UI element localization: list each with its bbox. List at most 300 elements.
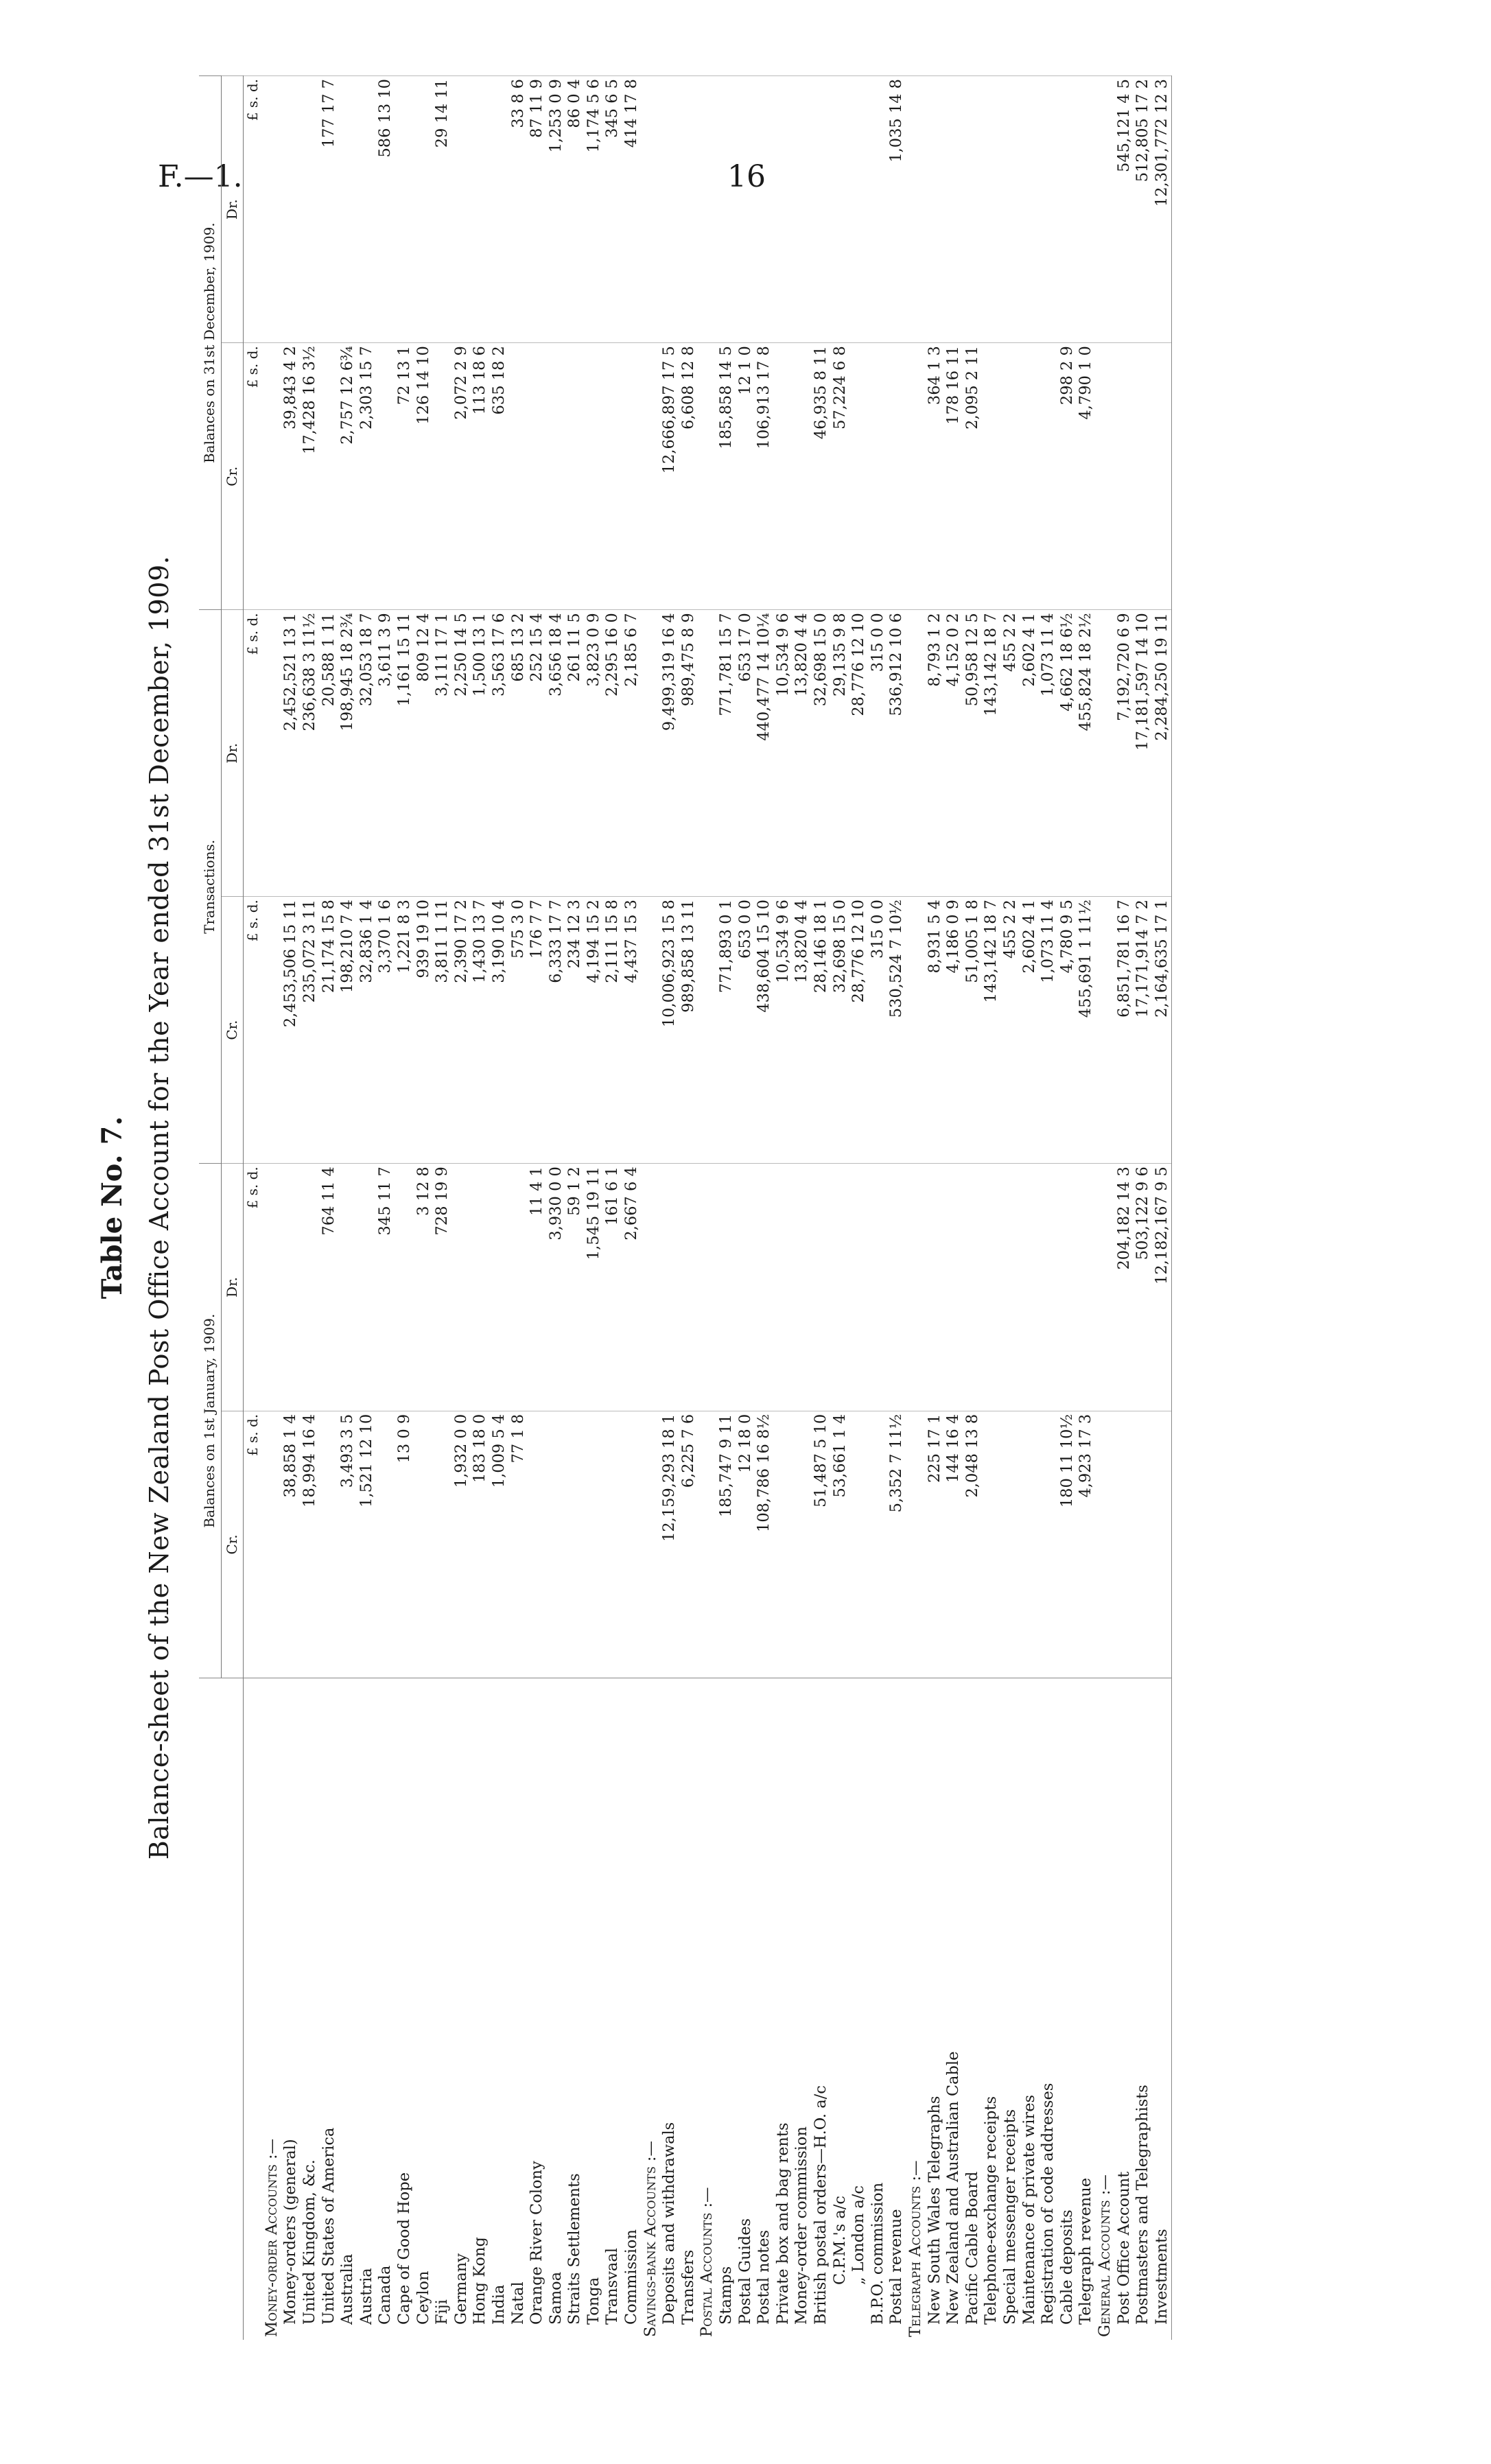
open-cr-cell: 6,225 7 6 [679, 1411, 698, 1678]
row-label: Austria [357, 1678, 377, 2340]
close-cr-cell: 72 13 1 [395, 343, 414, 610]
open-cr-cell: 1,521 12 10 [357, 1411, 377, 1678]
trans-cr-cell: 28,776 12 10 [849, 897, 869, 1164]
trans-dr-cell: 20,588 1 11 [320, 610, 339, 897]
open-cr-cell [1096, 1411, 1115, 1678]
open-dr-cell [963, 1164, 983, 1411]
close-dr-cell [793, 76, 812, 343]
open-dr-cell [642, 1164, 661, 1411]
table-row [717, 76, 736, 2340]
section-heading-row [1096, 76, 1115, 2340]
page-reference: F.—1. [158, 159, 243, 194]
open-cr-cell: 51,487 5 10 [812, 1411, 831, 1678]
section-heading-row [698, 76, 717, 2340]
open-cr-cell: 1,932 0 0 [452, 1411, 471, 1678]
trans-dr-cell: 989,475 8 9 [679, 610, 698, 897]
table-row [528, 76, 547, 2340]
trans-cr-cell: 13,820 4 4 [793, 897, 812, 1164]
open-cr-cell [547, 1411, 566, 1678]
row-label: Australia [338, 1678, 357, 2340]
row-label: Money-orders (general) [281, 1678, 301, 2340]
trans-dr-cell: 17,181,597 14 10 [1134, 610, 1153, 897]
trans-cr-cell: 8,931 5 4 [926, 897, 945, 1164]
open-cr-cell [1134, 1411, 1153, 1678]
close-cr-cell: 46,935 8 11 [812, 343, 831, 610]
row-label: Commission [622, 1678, 642, 2340]
open-cr-cell [565, 1411, 585, 1678]
table-row [301, 76, 320, 2340]
close-dr-cell: 12,301,772 12 3 [1153, 76, 1172, 343]
trans-dr-cell: 2,250 14 5 [452, 610, 471, 897]
trans-cr-cell: 198,210 7 4 [338, 897, 357, 1164]
trans-cr-cell: 6,333 17 7 [547, 897, 566, 1164]
trans-cr-cell: 32,698 15 0 [831, 897, 850, 1164]
trans-dr-cell: 198,945 18 2¾ [338, 610, 357, 897]
open-cr-cell [698, 1411, 717, 1678]
close-cr-cell [509, 343, 528, 610]
table-row [1134, 76, 1153, 2340]
section-heading-row [263, 76, 282, 2340]
table-row [869, 76, 888, 2340]
trans-cr-cell [642, 897, 661, 1164]
row-label: Orange River Colony [528, 1678, 547, 2340]
trans-dr-cell: 2,602 4 1 [1020, 610, 1040, 897]
table-subtitle: Balance-sheet of the New Zealand Post Office Account for the Year ended 31st December, 1909. [144, 555, 174, 1860]
open-cr-cell: 144 16 4 [944, 1411, 963, 1678]
trans-dr-cell: 1,073 11 4 [1039, 610, 1058, 897]
balance-sheet-table [199, 75, 1172, 2340]
trans-dr-cell [263, 610, 282, 897]
close-dr-cell [1077, 76, 1096, 343]
section-heading-row [642, 76, 661, 2340]
row-label: Telephone-exchange receipts [982, 1678, 1001, 2340]
trans-dr-cell: 653 17 0 [736, 610, 755, 897]
open-cr-cell [793, 1411, 812, 1678]
trans-dr-cell: 2,284,250 19 11 [1153, 610, 1172, 897]
close-dr-cell: 414 17 8 [622, 76, 642, 343]
close-cr-cell [603, 343, 622, 610]
units-label: £ s. d. [244, 610, 263, 897]
close-dr-cell [1039, 76, 1058, 343]
close-dr-cell [831, 76, 850, 343]
trans-dr-cell: 1,161 15 11 [395, 610, 414, 897]
row-label: Cable deposits [1058, 1678, 1077, 2340]
trans-cr-cell: 575 3 0 [509, 897, 528, 1164]
open-cr-cell: 180 11 10½ [1058, 1411, 1077, 1678]
trans-dr-cell: 4,152 0 2 [944, 610, 963, 897]
close-dr-cell [944, 76, 963, 343]
trans-cr-cell: 234 12 3 [565, 897, 585, 1164]
table-row [1039, 76, 1058, 2340]
table-row [433, 76, 452, 2340]
open-dr-cell [1058, 1164, 1077, 1411]
open-cr-cell [774, 1411, 793, 1678]
open-dr-cell [281, 1164, 301, 1411]
open-cr-cell [603, 1411, 622, 1678]
open-dr-cell [471, 1164, 490, 1411]
open-cr-cell [320, 1411, 339, 1678]
close-dr-cell [963, 76, 983, 343]
trans-cr-cell: 3,811 1 11 [433, 897, 452, 1164]
closing-balances-header: Balances on 31st December, 1909. [199, 76, 221, 610]
open-dr-cell [1001, 1164, 1020, 1411]
table-row [452, 76, 471, 2340]
close-dr-cell [717, 76, 736, 343]
close-cr-cell: 185,858 14 5 [717, 343, 736, 610]
open-dr-header: Dr. [221, 1164, 244, 1411]
row-label: Samoa [547, 1678, 566, 2340]
close-cr-cell: 2,095 2 11 [963, 343, 983, 610]
close-dr-cell [660, 76, 679, 343]
open-dr-cell [660, 1164, 679, 1411]
close-dr-cell [698, 76, 717, 343]
row-label: New Zealand and Australian Cable [944, 1678, 963, 2340]
trans-cr-cell: 21,174 15 8 [320, 897, 339, 1164]
open-cr-cell: 3,493 3 5 [338, 1411, 357, 1678]
table-row [395, 76, 414, 2340]
open-cr-cell [263, 1411, 282, 1678]
close-dr-cell: 177 17 7 [320, 76, 339, 343]
close-cr-cell [263, 343, 282, 610]
close-cr-cell [585, 343, 604, 610]
close-dr-cell: 586 13 10 [376, 76, 395, 343]
table-row [1058, 76, 1077, 2340]
trans-cr-cell: 176 7 7 [528, 897, 547, 1164]
row-label: Private box and bag rents [774, 1678, 793, 2340]
open-dr-cell [869, 1164, 888, 1411]
trans-dr-cell: 32,698 15 0 [812, 610, 831, 897]
open-dr-cell: 59 1 2 [565, 1164, 585, 1411]
trans-dr-cell: 3,823 0 9 [585, 610, 604, 897]
row-label: Germany [452, 1678, 471, 2340]
trans-dr-cell: 28,776 12 10 [849, 610, 869, 897]
table-row [622, 76, 642, 2340]
row-label: Postal Accounts :— [698, 1678, 717, 2340]
rotated-table-block [96, 75, 1386, 2340]
close-cr-cell [1134, 343, 1153, 610]
trans-dr-cell: 2,452,521 13 1 [281, 610, 301, 897]
close-dr-cell [301, 76, 320, 343]
open-dr-cell: 3 12 8 [414, 1164, 434, 1411]
trans-dr-cell: 13,820 4 4 [793, 610, 812, 897]
table-row [679, 76, 698, 2340]
open-cr-cell: 185,747 9 11 [717, 1411, 736, 1678]
trans-dr-cell: 32,053 18 7 [357, 610, 377, 897]
open-dr-cell: 503,122 9 6 [1134, 1164, 1153, 1411]
trans-dr-cell: 7,192,720 6 9 [1115, 610, 1134, 897]
row-label: Registration of code addresses [1039, 1678, 1058, 2340]
close-cr-cell [622, 343, 642, 610]
open-cr-cell [433, 1411, 452, 1678]
trans-dr-header: Dr. [221, 610, 244, 897]
close-cr-cell: 364 1 3 [926, 343, 945, 610]
trans-dr-cell: 50,958 12 5 [963, 610, 983, 897]
row-label: „ London a/c [849, 1678, 869, 2340]
open-cr-cell: 1,009 5 4 [490, 1411, 509, 1678]
close-cr-cell [1096, 343, 1115, 610]
close-cr-cell [376, 343, 395, 610]
close-cr-cell [982, 343, 1001, 610]
row-label: Investments [1153, 1678, 1172, 2340]
open-dr-cell [338, 1164, 357, 1411]
trans-cr-cell: 2,390 17 2 [452, 897, 471, 1164]
close-cr-cell [887, 343, 906, 610]
close-dr-cell [263, 76, 282, 343]
open-cr-cell [1039, 1411, 1058, 1678]
open-cr-cell [869, 1411, 888, 1678]
table-row [1020, 76, 1040, 2340]
open-cr-cell [1020, 1411, 1040, 1678]
open-dr-cell [793, 1164, 812, 1411]
open-cr-cell [622, 1411, 642, 1678]
row-label: B.P.O. commission [869, 1678, 888, 2340]
section-heading-row [906, 76, 926, 2340]
row-label: Straits Settlements [565, 1678, 585, 2340]
trans-cr-cell: 235,072 3 11 [301, 897, 320, 1164]
close-cr-cell [565, 343, 585, 610]
table-row [585, 76, 604, 2340]
open-dr-cell [1020, 1164, 1040, 1411]
open-dr-cell [301, 1164, 320, 1411]
open-cr-cell: 12,159,293 18 1 [660, 1411, 679, 1678]
row-label: Ceylon [414, 1678, 434, 2340]
open-cr-cell: 108,786 16 8½ [755, 1411, 774, 1678]
table-row [793, 76, 812, 2340]
open-dr-cell: 204,182 14 3 [1115, 1164, 1134, 1411]
row-label: United States of America [320, 1678, 339, 2340]
table-row [660, 76, 679, 2340]
open-dr-cell: 3,930 0 0 [547, 1164, 566, 1411]
table-title: Table No. 7. [96, 1116, 128, 1300]
open-dr-cell: 1,545 19 11 [585, 1164, 604, 1411]
trans-dr-cell: 455,824 18 2½ [1077, 610, 1096, 897]
close-dr-cell [812, 76, 831, 343]
trans-cr-cell: 4,186 0 9 [944, 897, 963, 1164]
trans-dr-cell: 4,662 18 6½ [1058, 610, 1077, 897]
close-dr-cell: 345 6 5 [603, 76, 622, 343]
close-dr-cell: 512,805 17 2 [1134, 76, 1153, 343]
close-dr-cell [395, 76, 414, 343]
open-dr-cell [509, 1164, 528, 1411]
close-dr-cell [736, 76, 755, 343]
table-row [736, 76, 755, 2340]
table-row [812, 76, 831, 2340]
close-dr-cell [490, 76, 509, 343]
row-label: Natal [509, 1678, 528, 2340]
close-cr-cell: 2,072 2 9 [452, 343, 471, 610]
label-column-header [199, 1678, 244, 2340]
units-label: £ s. d. [244, 1164, 263, 1411]
close-cr-cell [433, 343, 452, 610]
trans-cr-cell: 143,142 18 7 [982, 897, 1001, 1164]
trans-cr-cell: 939 19 10 [414, 897, 434, 1164]
trans-cr-cell: 10,006,923 15 8 [660, 897, 679, 1164]
close-cr-cell [1039, 343, 1058, 610]
trans-dr-cell: 236,638 3 11½ [301, 610, 320, 897]
table-row [471, 76, 490, 2340]
table-row [774, 76, 793, 2340]
close-cr-cell: 17,428 16 3½ [301, 343, 320, 610]
row-label: Telegraph revenue [1077, 1678, 1096, 2340]
open-dr-cell [357, 1164, 377, 1411]
close-dr-cell [338, 76, 357, 343]
trans-cr-cell: 1,221 8 3 [395, 897, 414, 1164]
trans-cr-cell: 3,190 10 4 [490, 897, 509, 1164]
open-cr-cell [585, 1411, 604, 1678]
close-dr-cell: 545,121 4 5 [1115, 76, 1134, 343]
row-label: Postal notes [755, 1678, 774, 2340]
table-row [887, 76, 906, 2340]
close-dr-cell [1096, 76, 1115, 343]
units-label: £ s. d. [244, 76, 263, 343]
open-dr-cell [679, 1164, 698, 1411]
table-row [831, 76, 850, 2340]
trans-cr-cell: 3,370 1 6 [376, 897, 395, 1164]
open-cr-cell [1153, 1411, 1172, 1678]
open-cr-cell: 18,994 16 4 [301, 1411, 320, 1678]
trans-dr-cell: 315 0 0 [869, 610, 888, 897]
close-dr-cell [357, 76, 377, 343]
table-row [603, 76, 622, 2340]
trans-cr-cell: 455,691 1 11½ [1077, 897, 1096, 1164]
row-label: United Kingdom, &c. [301, 1678, 320, 2340]
trans-cr-cell: 4,437 15 3 [622, 897, 642, 1164]
open-cr-cell [906, 1411, 926, 1678]
trans-dr-cell: 2,185 6 7 [622, 610, 642, 897]
open-dr-cell [755, 1164, 774, 1411]
trans-dr-cell [1096, 610, 1115, 897]
trans-cr-cell: 10,534 9 6 [774, 897, 793, 1164]
table-row [1153, 76, 1172, 2340]
close-cr-cell [774, 343, 793, 610]
close-dr-cell: 87 11 9 [528, 76, 547, 343]
open-cr-cell: 13 0 9 [395, 1411, 414, 1678]
trans-dr-cell: 252 15 4 [528, 610, 547, 897]
close-dr-cell: 33 8 6 [509, 76, 528, 343]
trans-cr-cell [906, 897, 926, 1164]
row-label: New South Wales Telegraphs [926, 1678, 945, 2340]
close-cr-cell [869, 343, 888, 610]
trans-dr-cell: 455 2 2 [1001, 610, 1020, 897]
close-cr-cell: 6,608 12 8 [679, 343, 698, 610]
open-dr-cell: 2,667 6 4 [622, 1164, 642, 1411]
close-cr-cell: 4,790 1 0 [1077, 343, 1096, 610]
close-dr-cell: 86 0 4 [565, 76, 585, 343]
trans-dr-cell: 10,534 9 6 [774, 610, 793, 897]
row-label: General Accounts :— [1096, 1678, 1115, 2340]
table-row [357, 76, 377, 2340]
open-dr-cell: 11 4 1 [528, 1164, 547, 1411]
close-cr-cell [1020, 343, 1040, 610]
open-dr-cell [1077, 1164, 1096, 1411]
open-dr-cell [944, 1164, 963, 1411]
row-label: Cape of Good Hope [395, 1678, 414, 2340]
close-dr-cell [906, 76, 926, 343]
close-cr-cell [1115, 343, 1134, 610]
open-cr-cell [982, 1411, 1001, 1678]
open-dr-cell [1039, 1164, 1058, 1411]
open-dr-cell [982, 1164, 1001, 1411]
close-dr-cell [1020, 76, 1040, 343]
open-cr-header: Cr. [221, 1411, 244, 1678]
table-row [944, 76, 963, 2340]
open-dr-cell [736, 1164, 755, 1411]
row-label: Special messenger receipts [1001, 1678, 1020, 2340]
open-dr-cell: 764 11 4 [320, 1164, 339, 1411]
table-body [263, 76, 1172, 2340]
table-row [565, 76, 585, 2340]
open-cr-cell [414, 1411, 434, 1678]
close-dr-cell [471, 76, 490, 343]
trans-cr-cell: 4,780 9 5 [1058, 897, 1077, 1164]
close-cr-cell [793, 343, 812, 610]
open-dr-cell [1096, 1164, 1115, 1411]
row-label: Pacific Cable Board [963, 1678, 983, 2340]
row-label: India [490, 1678, 509, 2340]
open-cr-cell: 5,352 7 11½ [887, 1411, 906, 1678]
close-cr-cell [849, 343, 869, 610]
close-dr-cell [755, 76, 774, 343]
row-label: Hong Kong [471, 1678, 490, 2340]
close-dr-cell [869, 76, 888, 343]
trans-dr-cell: 809 12 4 [414, 610, 434, 897]
open-cr-cell [1115, 1411, 1134, 1678]
open-cr-cell [849, 1411, 869, 1678]
trans-cr-cell: 51,005 1 8 [963, 897, 983, 1164]
close-dr-cell: 1,253 0 9 [547, 76, 566, 343]
trans-dr-cell: 3,111 17 1 [433, 610, 452, 897]
trans-dr-cell [698, 610, 717, 897]
row-label: Postal Guides [736, 1678, 755, 2340]
trans-cr-cell [698, 897, 717, 1164]
trans-cr-cell: 438,604 15 10 [755, 897, 774, 1164]
close-dr-cell [281, 76, 301, 343]
table-row [490, 76, 509, 2340]
trans-cr-cell: 2,602 4 1 [1020, 897, 1040, 1164]
close-cr-cell: 2,757 12 6¾ [338, 343, 357, 610]
row-label: Stamps [717, 1678, 736, 2340]
row-label: Money-order Accounts :— [263, 1678, 282, 2340]
trans-dr-cell [642, 610, 661, 897]
open-dr-cell [717, 1164, 736, 1411]
open-dr-cell: 12,182,167 9 5 [1153, 1164, 1172, 1411]
open-dr-cell [698, 1164, 717, 1411]
close-dr-cell: 1,174 5 6 [585, 76, 604, 343]
trans-cr-cell: 1,073 11 4 [1039, 897, 1058, 1164]
trans-cr-cell: 653 0 0 [736, 897, 755, 1164]
close-cr-cell: 2,303 15 7 [357, 343, 377, 610]
trans-dr-cell: 29,135 9 8 [831, 610, 850, 897]
trans-cr-cell: 32,836 1 4 [357, 897, 377, 1164]
close-dr-cell [982, 76, 1001, 343]
row-label: Fiji [433, 1678, 452, 2340]
table-row [926, 76, 945, 2340]
close-cr-cell: 106,913 17 8 [755, 343, 774, 610]
trans-dr-cell: 261 11 5 [565, 610, 585, 897]
table-row [414, 76, 434, 2340]
row-label: Tonga [585, 1678, 604, 2340]
row-label: Savings-bank Accounts :— [642, 1678, 661, 2340]
close-cr-cell: 635 18 2 [490, 343, 509, 610]
trans-cr-header: Cr. [221, 897, 244, 1164]
trans-dr-cell [906, 610, 926, 897]
close-cr-cell: 126 14 10 [414, 343, 434, 610]
close-cr-cell [906, 343, 926, 610]
table-row [509, 76, 528, 2340]
close-dr-cell [642, 76, 661, 343]
open-dr-cell [812, 1164, 831, 1411]
close-cr-cell: 298 2 9 [1058, 343, 1077, 610]
